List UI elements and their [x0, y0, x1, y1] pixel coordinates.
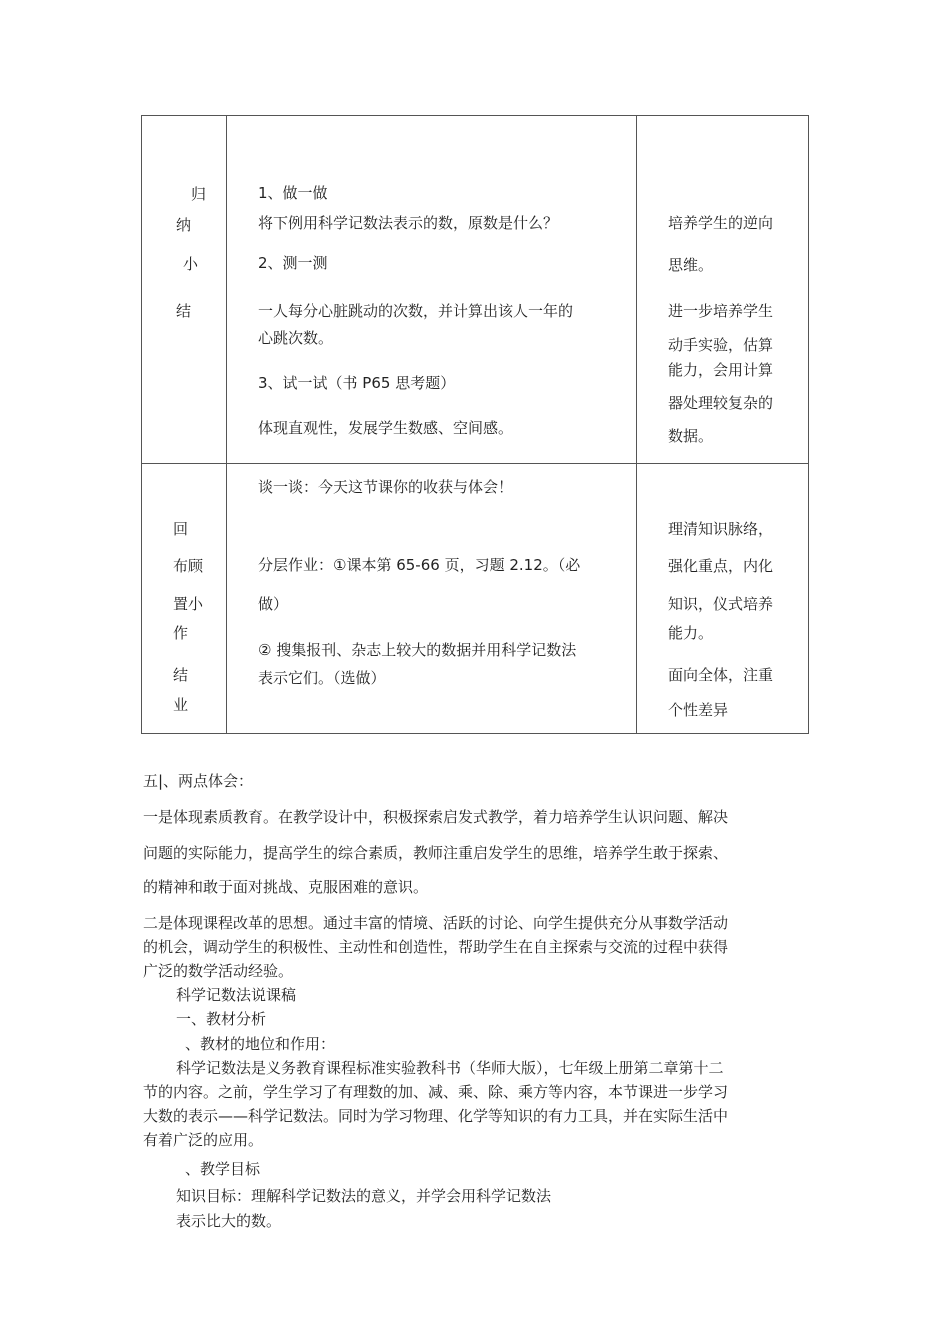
row2-note-line: 理清知识脉络，: [668, 520, 774, 538]
row1-note-line: 培养学生的逆向: [668, 214, 774, 232]
row2-label-chars: 置小: [173, 595, 204, 613]
row1-content-line: 心跳次数。: [258, 329, 334, 347]
paragraph-line: 广泛的数学活动经验。: [143, 962, 294, 980]
row2-label-chars: 作: [173, 624, 189, 642]
paragraph-line: 大数的表示——科学记数法。同时为学习物理、化学等知识的有力工具，并在实际生活中: [143, 1107, 729, 1125]
paragraph-line: 二是体现课程改革的思想。通过丰富的情境、活跃的讨论、向学生提供充分从事数学活动: [143, 914, 729, 932]
row2-note-line: 面向全体，注重: [668, 666, 774, 684]
row1-content-line: 将下例用科学记数法表示的数，原数是什么？: [258, 214, 559, 232]
row2-label-chars: 结: [173, 666, 189, 684]
row2-note-line: 能力。: [668, 624, 714, 642]
paragraph-line: 节的内容。之前，学生学习了有理数的加、减、乘、除、乘方等内容，本节课进一步学习: [143, 1083, 729, 1101]
table-column-divider: [636, 116, 637, 733]
row2-note-line: 个性差异: [668, 701, 729, 719]
row1-note-line: 能力，会用计算: [668, 361, 774, 379]
row2-content-line: 分层作业：①课本第 65-66 页，习题 2.12。（必: [258, 556, 581, 574]
row1-label-char: 纳: [176, 216, 192, 234]
row1-note-line: 进一步培养学生: [668, 302, 774, 320]
row2-note-line: 强化重点，内化: [668, 557, 774, 575]
lesson-table: [141, 115, 809, 734]
table-row-divider: [142, 463, 808, 464]
row1-label-char: 小: [183, 255, 199, 273]
row1-content-line: 体现直观性，发展学生数感、空间感。: [258, 419, 514, 437]
subsection-heading: 、教学目标: [185, 1160, 261, 1178]
row1-content-line: 3、试一试（书 P65 思考题）: [258, 374, 456, 392]
row1-note-line: 动手实验，估算: [668, 336, 774, 354]
paragraph-line: 问题的实际能力，提高学生的综合素质，教师注重启发学生的思维，培养学生敢于探索、: [143, 844, 729, 862]
row1-label-char: 归: [191, 185, 207, 203]
paragraph-line: 的精神和敢于面对挑战、克服困难的意识。: [143, 878, 429, 896]
row2-label-chars: 业: [173, 696, 189, 714]
row1-label-char: 结: [176, 302, 192, 320]
subsection-heading: 、教材的地位和作用：: [185, 1035, 336, 1053]
document-title: 科学记数法说课稿: [176, 986, 297, 1004]
paragraph-line: 知识目标：理解科学记数法的意义，并学会用科学记数法: [176, 1187, 552, 1205]
paragraph-line: 表示比大的数。: [176, 1212, 282, 1230]
row2-label-chars: 回: [173, 520, 189, 538]
row2-content-line: 谈一谈：今天这节课你的收获与体会！: [258, 478, 514, 496]
row1-note-line: 思维。: [668, 256, 714, 274]
paragraph-line: 一是体现素质教育。在教学设计中，积极探索启发式教学，着力培养学生认识问题、解决: [143, 808, 729, 826]
table-column-divider: [226, 116, 227, 733]
row1-content-line: 一人每分心脏跳动的次数，并计算出该人一年的: [258, 302, 574, 320]
paragraph-line: 有着广泛的应用。: [143, 1131, 264, 1149]
row1-content-line: 1、做一做: [258, 184, 328, 202]
section-heading: 五|、两点体会：: [143, 772, 254, 790]
row2-content-line: 表示它们。（选做）: [258, 669, 386, 687]
row2-content-line: 做）: [258, 595, 289, 613]
row2-content-line: ② 搜集报刊、杂志上较大的数据并用科学记数法: [258, 641, 577, 659]
paragraph-line: 科学记数法是义务教育课程标准实验教科书（华师大版），七年级上册第二章第十二: [176, 1059, 724, 1077]
row2-label-chars: 布顾: [173, 557, 204, 575]
row1-note-line: 数据。: [668, 427, 714, 445]
row1-note-line: 器处理较复杂的: [668, 394, 774, 412]
paragraph-line: 的机会，调动学生的积极性、主动性和创造性，帮助学生在自主探索与交流的过程中获得: [143, 938, 729, 956]
row1-content-line: 2、测一测: [258, 254, 328, 272]
section-heading: 一、教材分析: [176, 1010, 267, 1028]
row2-note-line: 知识，仪式培养: [668, 595, 774, 613]
